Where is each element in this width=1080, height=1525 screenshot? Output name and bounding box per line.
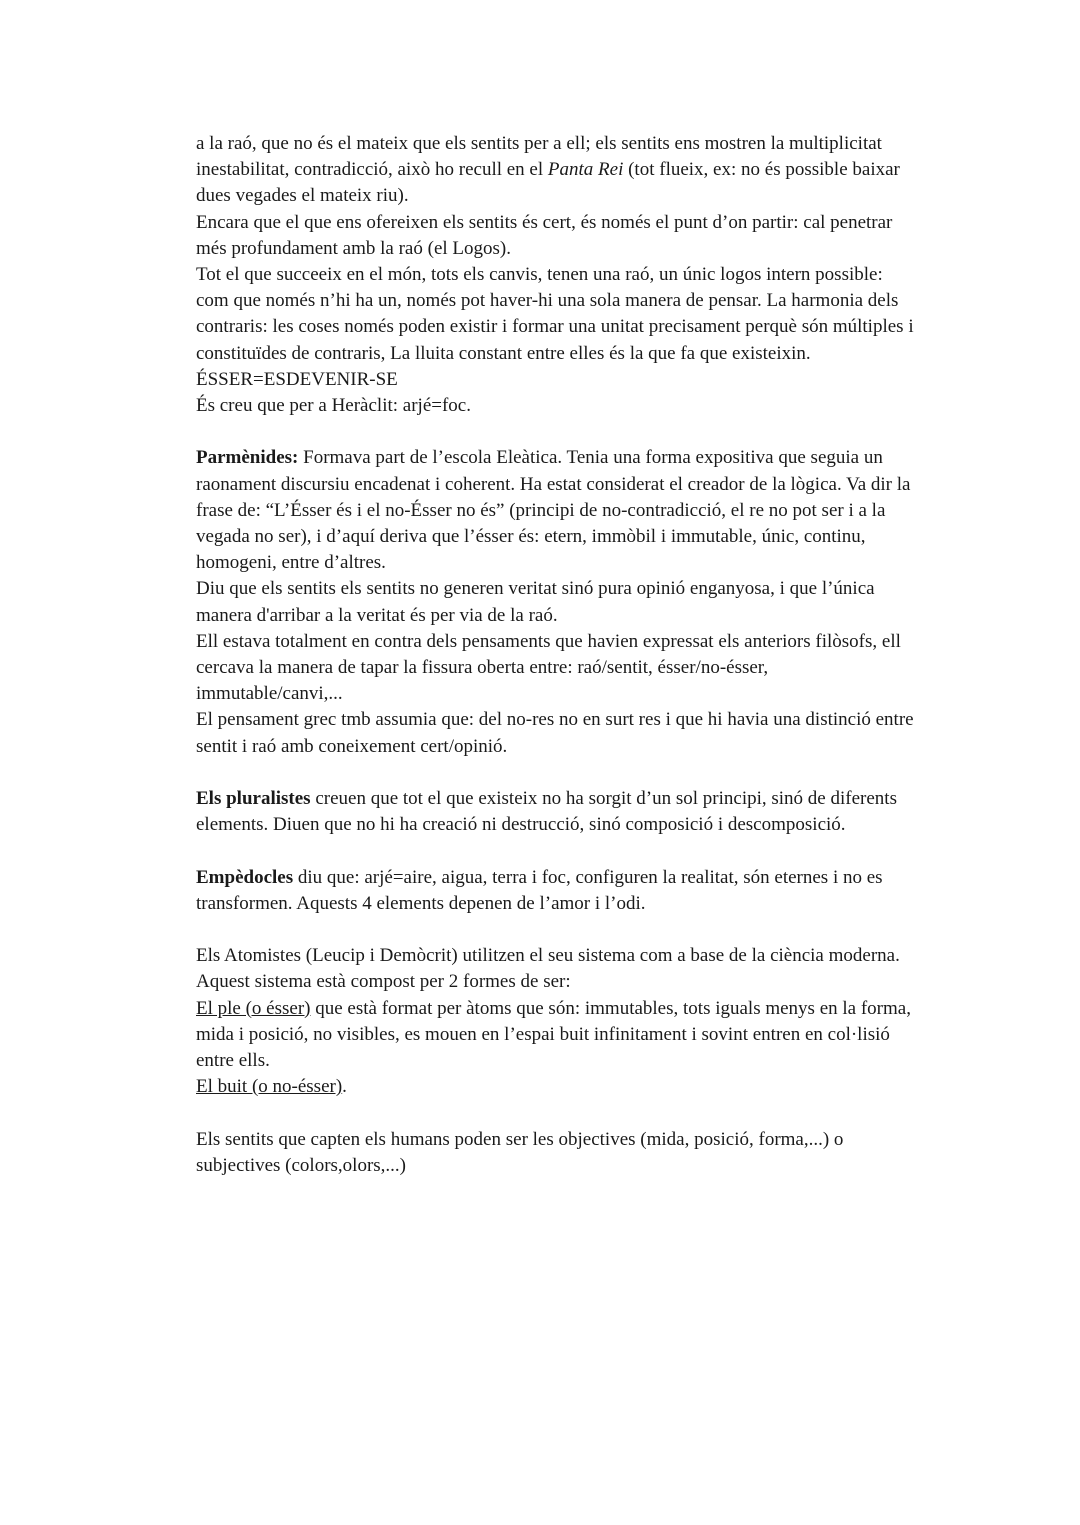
text-line: a la raó, que no és el mateix que els sentits per a ell; els sentits ens mostren la multiplicitat <box>196 133 882 154</box>
buit-underlined: El buit (o no-ésser) <box>196 1076 343 1098</box>
text-line: raonament discursiu encadenat i coherent. Ha estat considerat el creador de la lògica. Va dir la <box>196 473 911 495</box>
pluralistes-heading: Els pluralistes <box>196 788 311 810</box>
text-line: Els sentits que capten els humans poden ser les objectives (mida, posició, forma,...) o <box>196 1128 844 1150</box>
text-line: ÉSSER=ESDEVENIR-SE <box>196 368 398 390</box>
text-line: dues vegades el mateix riu). <box>196 185 409 207</box>
text-line: mida i posició, no visibles, es mouen en l’espai buit infinitament i sovint entren en col·lisió <box>196 1023 890 1045</box>
text-line: manera d'arribar a la veritat és per via de la raó. <box>196 604 558 626</box>
text-line: vegada no ser), i d’aquí deriva que l’ésser és: etern, immòbil i immutable, únic, continu, <box>196 526 866 548</box>
paragraph-sentits <box>196 1127 966 1179</box>
panta-rei-italic: Panta Rei <box>547 159 624 181</box>
text-line: contraris: les coses només poden existir i formar una unitat precisament perquè són múltiples i <box>196 316 914 338</box>
paragraph-gap <box>196 838 966 864</box>
text-line <box>196 157 966 183</box>
paragraph-gap <box>196 1100 966 1126</box>
text-line: com que només n’hi ha un, només pot haver-hi una sola manera de pensar. La harmonia dels <box>196 290 899 312</box>
text-run: Formava part de l’escola Eleàtica. Tenia una forma expositiva que seguia un <box>298 447 883 469</box>
paragraph-parmenides <box>196 445 966 759</box>
text-run: . <box>342 1076 347 1098</box>
text-run: diu que: arjé=aire, aigua, terra i foc, configuren la realitat, són eternes i no es <box>293 866 883 888</box>
text-line: sentit i raó amb coneixement cert/opinió. <box>196 735 508 757</box>
text-line: més profundament amb la raó (el Logos). <box>196 237 511 259</box>
paragraph-gap <box>196 419 966 445</box>
text-line: Aquest sistema està compost per 2 formes de ser: <box>196 971 571 993</box>
text-run: (tot flueix, ex: no és possible baixar <box>623 159 900 181</box>
ple-underlined: El ple (o ésser) <box>196 997 311 1019</box>
text-line: elements. Diuen que no hi ha creació ni destrucció, sinó composició i descomposició. <box>196 814 846 836</box>
text-line: constituïdes de contraris, La lluita constant entre elles és la que fa que existeixin. <box>196 342 811 364</box>
text-line: Diu que els sentits els sentits no generen veritat sinó pura opinió enganyosa, i que l’única <box>196 578 875 600</box>
paragraph-pluralistes <box>196 786 966 838</box>
text-line <box>196 1074 966 1100</box>
document-body <box>196 131 966 1179</box>
text-line: transformen. Aquests 4 elements depenen de l’amor i l’odi. <box>196 892 646 914</box>
paragraph-gap <box>196 760 966 786</box>
text-line: subjectives (colors,olors,...) <box>196 1154 407 1176</box>
text-line: El pensament grec tmb assumia que: del no-res no en surt res i que hi havia una distinció entre <box>196 709 914 731</box>
text-line <box>196 445 966 471</box>
text-line: Els Atomistes (Leucip i Demòcrit) utilitzen el seu sistema com a base de la ciència moderna. <box>196 945 900 967</box>
paragraph-atomistes <box>196 943 966 1100</box>
text-line: entre ells. <box>196 1050 270 1072</box>
paragraph-empedocles <box>196 865 966 917</box>
empedocles-heading: Empèdocles <box>196 866 294 888</box>
text-line: immutable/canvi,... <box>196 683 343 705</box>
text-line: És creu que per a Heràclit: arjé=foc. <box>196 395 471 417</box>
text-line: homogeni, entre d’altres. <box>196 552 386 574</box>
paragraph-gap <box>196 917 966 943</box>
text-run: creuen que tot el que existeix no ha sorgit d’un sol principi, sinó de diferents <box>310 788 897 810</box>
text-run: que està format per àtoms que són: immutables, tots iguals menys en la forma, <box>310 997 911 1019</box>
text-line: Tot el que succeeix en el món, tots els canvis, tenen una raó, un únic logos intern possible: <box>196 264 883 286</box>
text-run: inestabilitat, contradicció, això ho recull en el <box>196 159 548 181</box>
text-line: cercava la manera de tapar la fissura oberta entre: raó/sentit, ésser/no-ésser, <box>196 657 769 679</box>
text-line: Encara que el que ens ofereixen els sentits és cert, és només el punt d’on partir: cal penetrar <box>196 211 893 233</box>
text-line: Ell estava totalment en contra dels pensaments que havien expressat els anteriors filòsofs, ell <box>196 630 901 652</box>
text-line: frase de: “L’Ésser és i el no-Ésser no és” (principi de no-contradicció, el re no pot ser i a la <box>196 499 886 521</box>
text-line <box>196 786 966 812</box>
paragraph-heraclit <box>196 131 966 419</box>
parmenides-heading: Parmènides: <box>196 447 299 469</box>
text-line <box>196 996 966 1022</box>
text-line <box>196 865 966 891</box>
